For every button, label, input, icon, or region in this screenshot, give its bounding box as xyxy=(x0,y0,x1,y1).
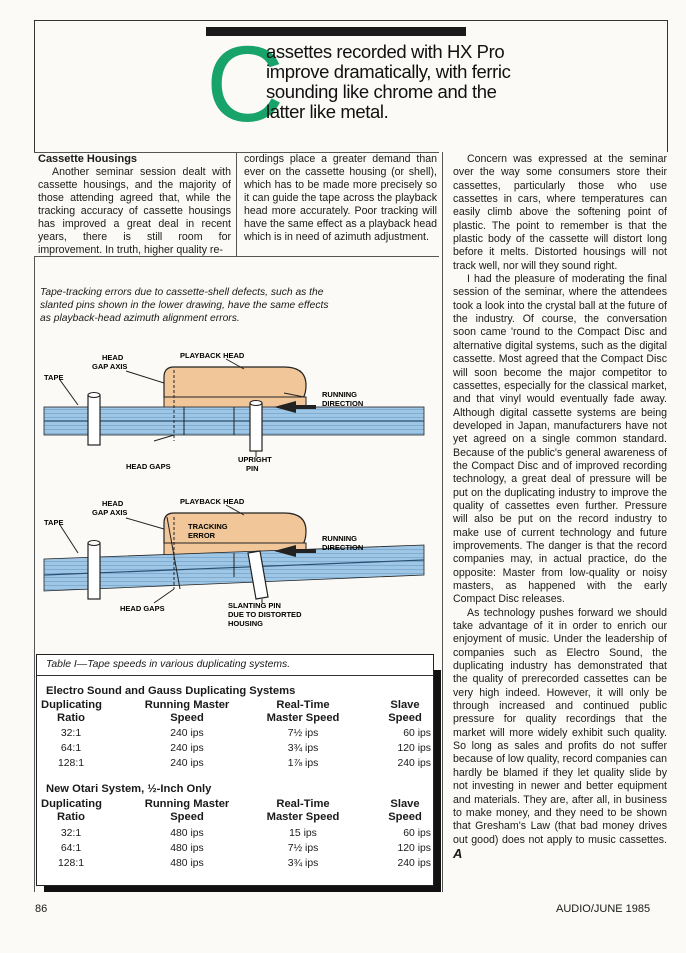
top-head-gaps-label: HEAD GAPS xyxy=(126,462,171,471)
slanting-pin-label: DUE TO DISTORTED xyxy=(228,610,302,619)
table-cell: 32:1 xyxy=(60,828,82,839)
table-cell: 240 ips xyxy=(397,758,431,769)
top-frame-rule xyxy=(34,20,668,21)
slanting-pin-label: HOUSING xyxy=(228,619,264,628)
header-line: Slave xyxy=(390,699,420,711)
table-cell: 128:1 xyxy=(57,858,84,869)
system-title: New Otari System, ½-Inch Only xyxy=(46,783,212,795)
header-line: Master Speed xyxy=(266,712,340,724)
table-cell: 480 ips xyxy=(170,828,204,839)
top-running-direction-label: RUNNING xyxy=(322,390,357,399)
right-column-paragraph-text: As technology pushes forward we should take advantage of it in order to enrich our enjoyment of music. Under the leadership of companies such as Electro Sound, the duplicating industry has demonstrated that the quality of prerecorded cassettes can be very high indeed. However, it will only be through increased and continued public pressure for quality recordings that the market will more widely exhibit such quality. So long as sales and profits do not suffer because of low quality, record companies can hardly be blamed if they let quality slide by not investing in newer and better equipment and materials. They are, after all, in business to make money, and they need to be shown that Gresham's Law (that bad money drives out good) does not apply to music cassettes. xyxy=(453,606,667,846)
page-number: 86 xyxy=(35,903,48,915)
table-cell: 240 ips xyxy=(170,728,204,739)
table-cell: 7½ ips xyxy=(287,843,319,854)
col-header-slave xyxy=(379,699,431,725)
col-header-ratio xyxy=(41,699,101,725)
top-upright-pin-label: PIN xyxy=(246,464,259,473)
top-pin-left xyxy=(88,395,100,445)
tape-tracking-figure xyxy=(34,345,454,645)
tape-speed-table xyxy=(36,654,434,886)
top-running-direction-label: DIRECTION xyxy=(322,399,364,408)
right-frame-rule xyxy=(667,20,668,152)
right-column-paragraph xyxy=(453,607,667,863)
header-line: Speed xyxy=(388,712,422,724)
top-drawing xyxy=(44,351,424,473)
header-line: Duplicating xyxy=(41,798,102,810)
system-title: Electro Sound and Gauss Duplicating Systems xyxy=(46,685,296,697)
table-cell: 7½ ips xyxy=(287,728,319,739)
issue-label: AUDIO/JUNE 1985 xyxy=(556,903,651,915)
top-head-gap-axis-label: GAP AXIS xyxy=(92,362,128,371)
bottom-head-gap-axis-label: HEAD xyxy=(102,499,124,508)
table-cell: 120 ips xyxy=(397,743,431,754)
header-line: Slave xyxy=(390,798,420,810)
end-mark: A xyxy=(453,845,463,861)
table-cell: 60 ips xyxy=(403,828,431,839)
header-line: Running Master xyxy=(144,798,230,810)
table-caption: Table I—Tape speeds in various duplicating systems. xyxy=(46,659,291,670)
table-cell: 64:1 xyxy=(60,743,82,754)
table-cell: 480 ips xyxy=(170,843,204,854)
top-head-gap-axis-label: HEAD xyxy=(102,353,124,362)
figure-caption: Tape-tracking errors due to cassette-shell defects, such as the slanted pins shown in the lower drawing, have the same effects as playback-head azimuth alignment errors. xyxy=(40,287,329,324)
table-cell: 128:1 xyxy=(57,758,84,769)
col-header-ratio xyxy=(41,798,101,824)
right-column-paragraph: I had the pleasure of moderating the final session of the seminar, where the attendees took a look into the crystal ball at the future of the industry. Of course, the conversation soon came 'round to the Compact Disc and alternative digital systems, such as the digital cassette. Most agreed that the Compact Disc will soon become the major competitor to cassettes, especially for the classical market, and that vinyl would eventually fade away. Although digital cassette systems are being developed in Japan, manufacturers have not yet agreed on a single common standard. Because of the public's general awareness of the Compact Disc and of improved recording technology, a great deal of pressure will be put on the duplicating industry to improve the quality of cassettes even further. Pressure will also be put on the record industry to make use of current technology and future improvements. The danger is that the record companies may, in actual practice, do the opposite: Master from low-quality or noisy masters, as happened with the early Compact Disc releases. xyxy=(453,273,667,606)
bottom-head-gaps-label: HEAD GAPS xyxy=(120,604,165,613)
bottom-pin-left xyxy=(88,543,100,599)
bottom-tape-label: TAPE xyxy=(44,518,64,527)
top-tape-label: TAPE xyxy=(44,373,64,382)
middle-column xyxy=(244,153,437,244)
table-cell: 240 ips xyxy=(170,743,204,754)
pull-quote-dropcap: C xyxy=(206,23,284,144)
table-caption-rule xyxy=(37,675,433,676)
header-line: Running Master xyxy=(144,699,230,711)
header-line: Master Speed xyxy=(266,811,340,823)
table-cell: 60 ips xyxy=(403,728,431,739)
top-upright-pin-label: UPRIGHT xyxy=(238,455,272,464)
bottom-running-direction-label: DIRECTION xyxy=(322,543,364,552)
header-line: Speed xyxy=(170,712,204,724)
col-header-running-master xyxy=(137,699,237,725)
top-pin-right xyxy=(250,403,262,451)
top-playback-head-label: PLAYBACK HEAD xyxy=(180,351,245,360)
header-line: Real-Time xyxy=(276,699,330,711)
table-cell: 240 ips xyxy=(397,858,431,869)
table-cell: 240 ips xyxy=(170,758,204,769)
bottom-running-direction-label: RUNNING xyxy=(322,534,357,543)
table-cell: 3¾ ips xyxy=(287,743,319,754)
col-header-slave xyxy=(379,798,431,824)
left-column-text: Another seminar session dealt with cassette housings, and the majority of those attending agreed that, while the tracking accuracy of cassette housings has improved a great deal in recent years, there is still room for improvement. In truth, higher quality re- xyxy=(38,166,231,256)
table-cell: 1⅞ ips xyxy=(287,758,319,769)
right-column xyxy=(453,153,667,862)
column-divider xyxy=(236,152,237,256)
col-header-real-time xyxy=(253,798,353,824)
table-cell: 32:1 xyxy=(60,728,82,739)
bottom-drawing xyxy=(44,497,424,628)
bottom-head-gap-axis-label: GAP AXIS xyxy=(92,508,128,517)
col-header-running-master xyxy=(137,798,237,824)
header-line: Duplicating xyxy=(41,699,102,711)
table-cell: 480 ips xyxy=(170,858,204,869)
header-line: Real-Time xyxy=(276,798,330,810)
header-line: Ratio xyxy=(57,811,85,823)
table-cell: 64:1 xyxy=(60,843,82,854)
col-header-real-time xyxy=(253,699,353,725)
left-frame-rule xyxy=(34,20,35,152)
slanting-pin-label: SLANTING PIN xyxy=(228,601,281,610)
table-cell: 3¾ ips xyxy=(287,858,319,869)
tracking-error-label: ERROR xyxy=(188,531,216,540)
header-line: Speed xyxy=(170,811,204,823)
header-line: Ratio xyxy=(57,712,85,724)
table-cell: 120 ips xyxy=(397,843,431,854)
header-line: Speed xyxy=(388,811,422,823)
section-heading: Cassette Housings xyxy=(38,153,138,165)
tracking-error-label: TRACKING xyxy=(188,522,228,531)
right-column-paragraph: Concern was expressed at the seminar over the way some consumers store their cassettes, particularly those who use cassettes in cars, where temperatures can easily climb above the softening point of plastic. The point to remember is that the plastic body of the cassette will distort long before it melts. Distorted housings will not track well, nor will they sound right. xyxy=(453,153,667,272)
table-cell: 15 ips xyxy=(289,828,317,839)
bottom-playback-head-label: PLAYBACK HEAD xyxy=(180,497,245,506)
middle-column-text: cordings place a greater demand than ever on the cassette housing (or shell), which has to be made more precisely so it can guide the tape across the playback head more accurately. Poor tracking will have the same effect as a playback head which is in need of azimuth adjustment. xyxy=(244,153,437,243)
pull-quote-text: assettes recorded with HX Pro improve dramatically, with ferric sounding like chrome and the latter like metal. xyxy=(266,41,511,122)
left-column xyxy=(38,153,231,257)
